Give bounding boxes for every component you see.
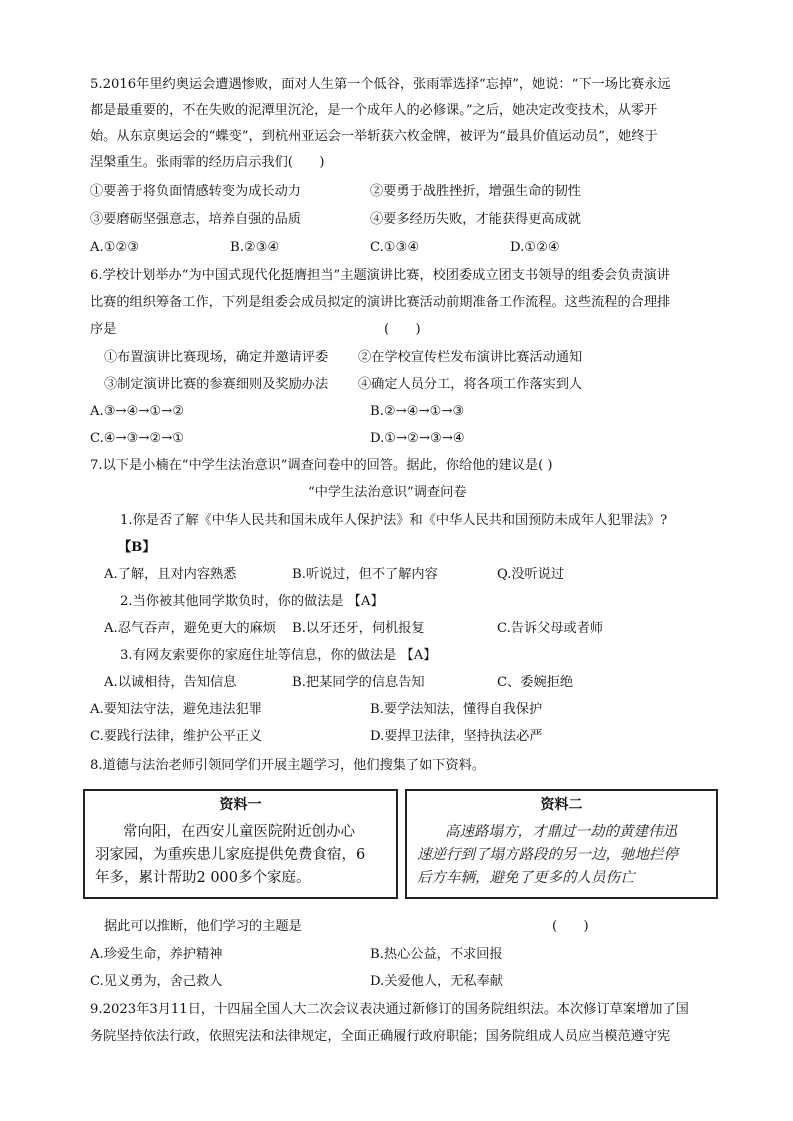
q6-statement-1: ①布置演讲比赛现场，确定并邀请评委 — [104, 350, 329, 365]
material-two-line-1: 高速路塌方，才鼎过一劫的黄建伟迅 — [445, 824, 677, 840]
q7-s1-option-b: B.听说过，但不了解内容 — [292, 567, 438, 582]
q9-stem-line-2: 务院坚持依法行政，依照宪法和法律规定，全面正确履行政府职能；国务院组成人员应当模范遵守宪 — [90, 1029, 671, 1044]
material-two-title: 资料二 — [540, 797, 583, 813]
q8-option-b: B.热心公益，不求回报 — [370, 947, 503, 962]
q7-stem: 7.以下是小楠在“中学生法治意识”调查问卷中的回答。据此，你给他的建议是( ) — [90, 458, 553, 473]
material-one-line-3: 年多，累计帮助2 000多个家庭。 — [95, 870, 311, 886]
q6-statement-4: ④确定人员分工，将各项工作落实到人 — [358, 377, 583, 392]
q7-option-d: D.要捍卫法律，坚持执法必严 — [370, 729, 543, 744]
q7-s2-option-c: C.告诉父母或者师 — [497, 621, 604, 636]
q6-option-a: A.③→④→①→② — [90, 404, 185, 419]
q7-survey-item-3: 3.有网友索要你的家庭住址等信息，你的做法是 【A】 — [120, 648, 437, 663]
q5-stem-line-4: 涅槃重生。张雨霏的经历启示我们( ) — [90, 155, 325, 170]
q7-s2-option-a: A.忍气吞声，避免更大的麻烦 — [104, 621, 276, 636]
q7-survey-item-2: 2.当你被其他同学欺负时，你的做法是 【A】 — [120, 594, 384, 609]
q7-s3-option-c: C、委婉拒绝 — [497, 675, 574, 690]
q8-answer-bracket: ( ) — [552, 919, 589, 934]
material-one-box — [83, 789, 398, 899]
q7-s3-option-a: A.以诚相待，告知信息 — [104, 675, 237, 690]
q6-answer-bracket: ( ) — [384, 322, 421, 337]
material-one-line-1: 常向阳，在西安儿童医院附近创办心 — [123, 824, 355, 840]
q5-option-d: D.①②④ — [510, 240, 560, 255]
q6-stem-line-1: 6.学校计划举办“为中国式现代化挺膺担当”主题演讲比赛，校团委成立团支书领导的组委会负责演讲 — [90, 268, 670, 283]
material-one-title: 资料一 — [219, 797, 262, 813]
q5-statement-3: ③要磨砺坚强意志，培养自强的品质 — [90, 212, 301, 227]
q5-stem-line-1: 5.2016年里约奥运会遭遇惨败，面对人生第一个低谷，张雨霏选择“忘掉”，她说：“下一场比赛永远 — [90, 77, 671, 92]
q5-option-a: A.①②③ — [90, 240, 140, 255]
q7-survey-item-1: 1.你是否了解《中华人民共和国未成年人保护法》和《中华人民共和国预防未成年人犯罪法》? — [120, 513, 668, 528]
q5-option-b: B.②③④ — [230, 240, 280, 255]
q5-option-c: C.①③④ — [370, 240, 420, 255]
q5-statement-1: ①要善于将负面情感转变为成长动力 — [90, 184, 301, 199]
q8-option-c: C.见义勇为，舍己救人 — [90, 974, 223, 989]
material-one-line-2: 羽家园，为重疾患儿家庭提供免费食宿，6 — [95, 847, 366, 863]
q7-option-a: A.要知法守法，避免违法犯罪 — [90, 702, 262, 717]
q7-survey-item-1-answer: 【B】 — [118, 540, 156, 555]
q7-s3-option-b: B.把某同学的信息告知 — [292, 675, 425, 690]
q7-s2-option-b: B.以牙还牙，伺机报复 — [292, 621, 425, 636]
q5-statement-2: ②要勇于战胜挫折，增强生命的韧性 — [370, 184, 581, 199]
q5-stem-line-2: 都是最重要的，不在失败的泥潭里沉沦，是一个成年人的必修课。”之后，她决定改变技术，从零开 — [90, 103, 658, 118]
q6-option-c: C.④→③→②→① — [90, 431, 185, 446]
material-two-line-2: 速逆行到了塌方路段的另一边，驰地拦停 — [417, 847, 678, 863]
q5-stem-line-3: 始。从东京奥运会的“蝶变”，到杭州亚运会一举斩获六枚金牌，被评为“最具价值运动员”，她终于 — [90, 129, 658, 144]
q7-option-b: B.要学法知法，懂得自我保护 — [370, 702, 543, 717]
q8-option-d: D.关爱他人，无私奉献 — [370, 974, 503, 989]
q9-stem-line-1: 9.2023年3月11日，十四届全国人大二次会议表决通过新修订的国务院组织法。本次修订草案增加了国 — [90, 1002, 689, 1017]
q6-option-d: D.①→②→③→④ — [370, 431, 465, 446]
q7-s1-option-c: Q.没听说过 — [497, 567, 565, 582]
q6-option-b: B.②→④→①→③ — [370, 404, 465, 419]
q7-s1-option-a: A.了解，且对内容熟悉 — [104, 567, 237, 582]
q7-option-c: C.要践行法律，维护公平正义 — [90, 729, 263, 744]
q8-inference-text: 据此可以推断，他们学习的主题是 — [104, 919, 302, 934]
q6-statement-2: ②在学校宣传栏发布演讲比赛活动通知 — [358, 350, 583, 365]
q6-stem-line-3: 序是 — [90, 322, 117, 337]
q8-option-a: A.珍爱生命，养护精神 — [90, 947, 223, 962]
q5-statement-4: ④要多经历失败，才能获得更高成就 — [370, 212, 581, 227]
q6-statement-3: ③制定演讲比赛的参赛细则及奖励办法 — [104, 377, 329, 392]
material-two-line-3: 后方车辆，避免了更多的人员伤亡 — [417, 870, 635, 886]
q6-stem-line-2: 比赛的组织筹备工作，下列是组委会成员拟定的演讲比赛活动前期准备工作流程。这些流程的合理排 — [90, 295, 671, 310]
q8-stem: 8.道德与法治老师引领同学们开展主题学习，他们搜集了如下资料。 — [90, 758, 486, 773]
material-two-box — [405, 789, 718, 899]
q7-survey-title: “中学生法治意识”调查问卷 — [308, 485, 467, 500]
